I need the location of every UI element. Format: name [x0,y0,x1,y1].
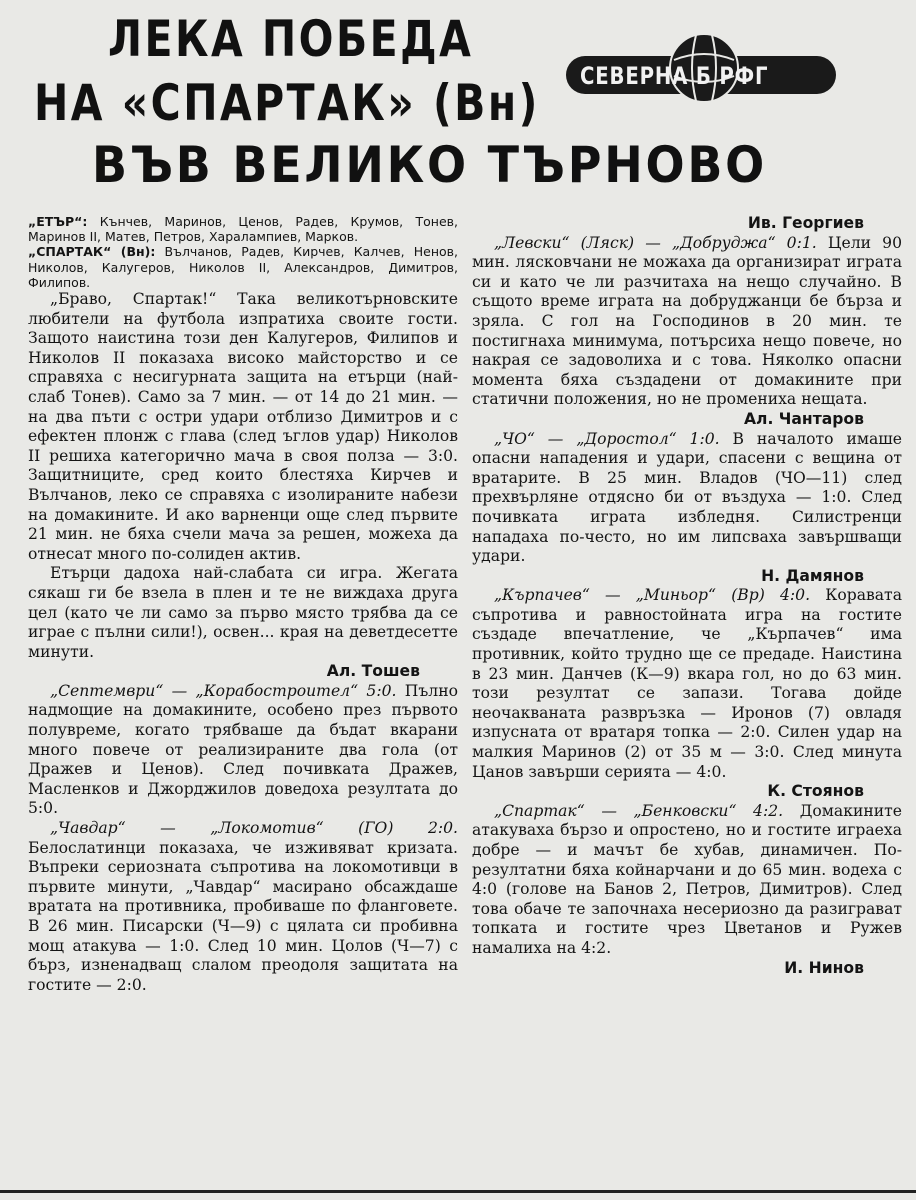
lineup-team: „ЕТЪР“: [28,214,88,229]
author-signature: И. Нинов [784,958,864,977]
main-paragraph-2: Етърци дадоха най-слабата си игра. Жегата сякаш ги бе взела в плен и те не виждаха друга цел (като че ли само за първо място трябва да се играе с пълни сили!), освен... края на деветдесетте минути. [28,564,458,661]
match-title: „Септември“ — „Корабостроител“ 5:0. [50,681,397,700]
right-column [472,214,902,978]
report-karpachev [472,586,902,782]
report-levski [472,234,902,410]
report-spartak-benkovski [472,802,902,959]
left-column [28,214,458,995]
lineup-spartak [28,244,458,290]
lineup-players: Кънчев, Маринов, Ценов, Радев, Крумов, Тонев, Маринов II, Матев, Петров, Харалампиев, Марков. [28,214,458,245]
author-signature: Ал. Тошев [326,662,420,681]
match-title: „Кърпачев“ — „Миньор“ (Вр) 4:0. [494,586,811,605]
rubric-badge [566,48,838,100]
headline-line-3: ВЪВ ВЕЛИКО ТЪРНОВО [92,136,768,194]
match-text: Коравата съпротива и равностойната игра на гостите създаде впечатление, че „Кърпачев“ има противник, който трудно ще се предаде. Наистина в 23 мин. Данчев (К—9) вкара гол, но до 63 мин. този резултат се запази. Тогава дойде неочакваната развръзка — Иронов (7) овладя изпусната от вратаря топка — 2:0. Силен удар на малкия Маринов (2) от 35 м — 3:0. След минута Цанов завърши серията — 4:0. [472,586,902,781]
match-text: Белослатинци показаха, че изживяват кризата. Въпреки сериозната съпротива на локомотивци в първите минути, „Чавдар“ масирано обсаждаше вратата на противника, пробиваше по фланговете. В 26 мин. Писарски (Ч—9) с цялата си пробивна мощ атакува — 1:0. След 10 мин. Цолов (Ч—7) с бърз, изненадващ слалом преодоля защитата на гостите — 2:0. [28,838,458,994]
author-signature: К. Стоянов [767,782,864,801]
match-text: В началото имаше опасни нападения и удари, спасени с вещина от вратарите. В 25 мин. Владов (ЧО—11) след прехвърляне отдясно би от въздуха — 1:0. След почивката играта избледня. Силистренци нападаха по-често, но им липсваха завършващи удари. [472,429,902,566]
main-paragraph-1: „Браво, Спартак!“ Така великотърновските любители на футбола изпратиха своите гости. Защото наистина този ден Калугеров, Филипов и Николов II показаха високо майсторство и се справяха с несигурната защита на етърци (най-слаб Тонев). Само за 7 мин. — от 14 до 21 мин. — на два пъти с остри удари отблизо Димитров и с ефектен плонж с глава (след ъглов удар) Николов II решиха категорично мача в своя полза — 3:0. Защитниците, сред които блестяха Кирчев и Вълчанов, леко се справяха с изолираните набези на домакините. И ако варненци още след първите 21 мин. не бяха счели мача за решен, можеха да отнесат много по-солиден актив. [28,290,458,563]
match-title: „ЧО“ — „Доростол“ 1:0. [494,429,720,448]
author-signature: Н. Дамянов [761,566,864,585]
rubric-label: СЕВЕРНА Б РФГ [580,62,769,90]
lineup-team: „СПАРТАК“ (Вн): [28,244,156,260]
report-chavdar [28,819,458,995]
lineup-players: Вълчанов, Радев, Кирчев, Калчев, Ненов, Николов, Калугеров, Николов II, Александров, Димитров, Филипов. [28,244,458,290]
match-text: Домакините атакуваха бързо и опростено, но и гостите играеха добре — и мачът бе хубав, динамичен. По-резултатни бяха койнарчани и до 65 мин. водеха с 4:0 (голове на Банов 2, Петров, Димитров). След това обаче те започнаха несериозно да разиграват топката и гостите чрез Цветанов и Ружев намалиха на 4:2. [472,801,902,957]
report-septemvri [28,682,458,819]
match-text: Пълно надмощие на домакините, особено през първото полувреме, когато трябваше да бъдат вкарани много повече от реализираните два гола (от Дражев и Ценов). След почивката Дражев, Масленков и Джорджилов доведоха резултата до 5:0. [28,681,458,818]
match-text: Цели 90 мин. лясковчани не можаха да организират играта си и като че ли разчитаха на нещо случайно. В същото време играта на добруджанци бе бърза и зряла. С гол на Господинов в 20 мин. те постигнаха минимума, потърсиха нещо повече, но накрая се задоволиха и с това. Няколко опасни момента бяха създадени от домакините при статични положения, но не промениха нещата. [472,233,902,409]
lineup-etar [28,214,458,244]
headline-line-2: НА «СПАРТАК» (Вн) [34,74,540,132]
match-title: „Спартак“ — „Бенковски“ 4:2. [494,801,784,820]
author-signature: Ив. Георгиев [747,214,864,232]
report-cho [472,430,902,567]
match-title: „Чавдар“ — „Локомотив“ (ГО) 2:0. [50,819,458,838]
match-title: „Левски“ (Ляск) — „Добруджа“ 0:1. [494,233,817,252]
headline [0,0,916,205]
author-signature: Ал. Чантаров [743,409,864,428]
bottom-rule [0,1190,916,1193]
headline-line-1: ЛЕКА ПОБЕДА [108,10,474,68]
